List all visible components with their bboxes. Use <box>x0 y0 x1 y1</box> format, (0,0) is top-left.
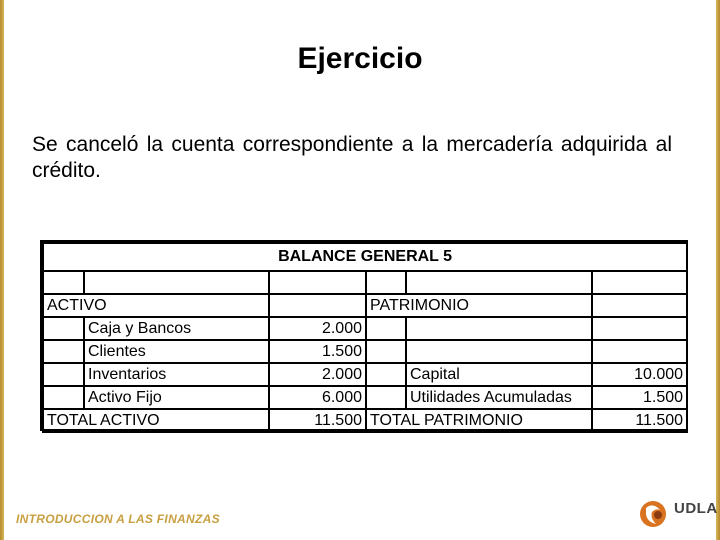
udla-logo <box>638 496 718 532</box>
table-row <box>43 363 687 386</box>
total-patrimonio-label: TOTAL PATRIMONIO <box>366 409 592 432</box>
patrimonio-item-label: Utilidades Acumuladas <box>406 386 592 409</box>
activo-item-label: Activo Fijo <box>84 386 269 409</box>
patrimonio-label: PATRIMONIO <box>366 294 592 317</box>
slide-title: Ejercicio <box>297 42 423 75</box>
table-section-row <box>43 294 687 317</box>
activo-item-label: Inventarios <box>84 363 269 386</box>
activo-item-value: 2.000 <box>269 317 366 340</box>
patrimonio-item-value: 10.000 <box>592 363 687 386</box>
activo-item-value: 2.000 <box>269 363 366 386</box>
table-row <box>43 386 687 409</box>
activo-item-value: 1.500 <box>269 340 366 363</box>
total-activo-label: TOTAL ACTIVO <box>43 409 269 432</box>
activo-item-label: Caja y Bancos <box>84 317 269 340</box>
total-activo-value: 11.500 <box>269 409 366 432</box>
course-footer: INTRODUCCION A LAS FINANZAS <box>16 512 220 526</box>
slide-frame-left <box>0 0 4 540</box>
slide-frame-right <box>716 0 720 540</box>
balance-table <box>42 242 688 433</box>
balance-title: BALANCE GENERAL 5 <box>43 243 687 271</box>
activo-item-label: Clientes <box>84 340 269 363</box>
patrimonio-item-value: 1.500 <box>592 386 687 409</box>
table-total-row <box>43 409 687 432</box>
balance-table-container <box>40 240 688 431</box>
activo-item-value: 6.000 <box>269 386 366 409</box>
table-spacer-row <box>43 271 687 294</box>
table-row <box>43 340 687 363</box>
logo-text: UDLA <box>674 500 718 517</box>
activo-label: ACTIVO <box>43 294 269 317</box>
table-header-row <box>43 243 687 271</box>
total-patrimonio-value: 11.500 <box>592 409 687 432</box>
slide-subtitle: Se canceló la cuenta correspondiente a la mercadería adquirida al crédito. <box>32 133 672 182</box>
udla-logo-icon <box>638 496 672 530</box>
table-row <box>43 317 687 340</box>
patrimonio-item-label: Capital <box>406 363 592 386</box>
